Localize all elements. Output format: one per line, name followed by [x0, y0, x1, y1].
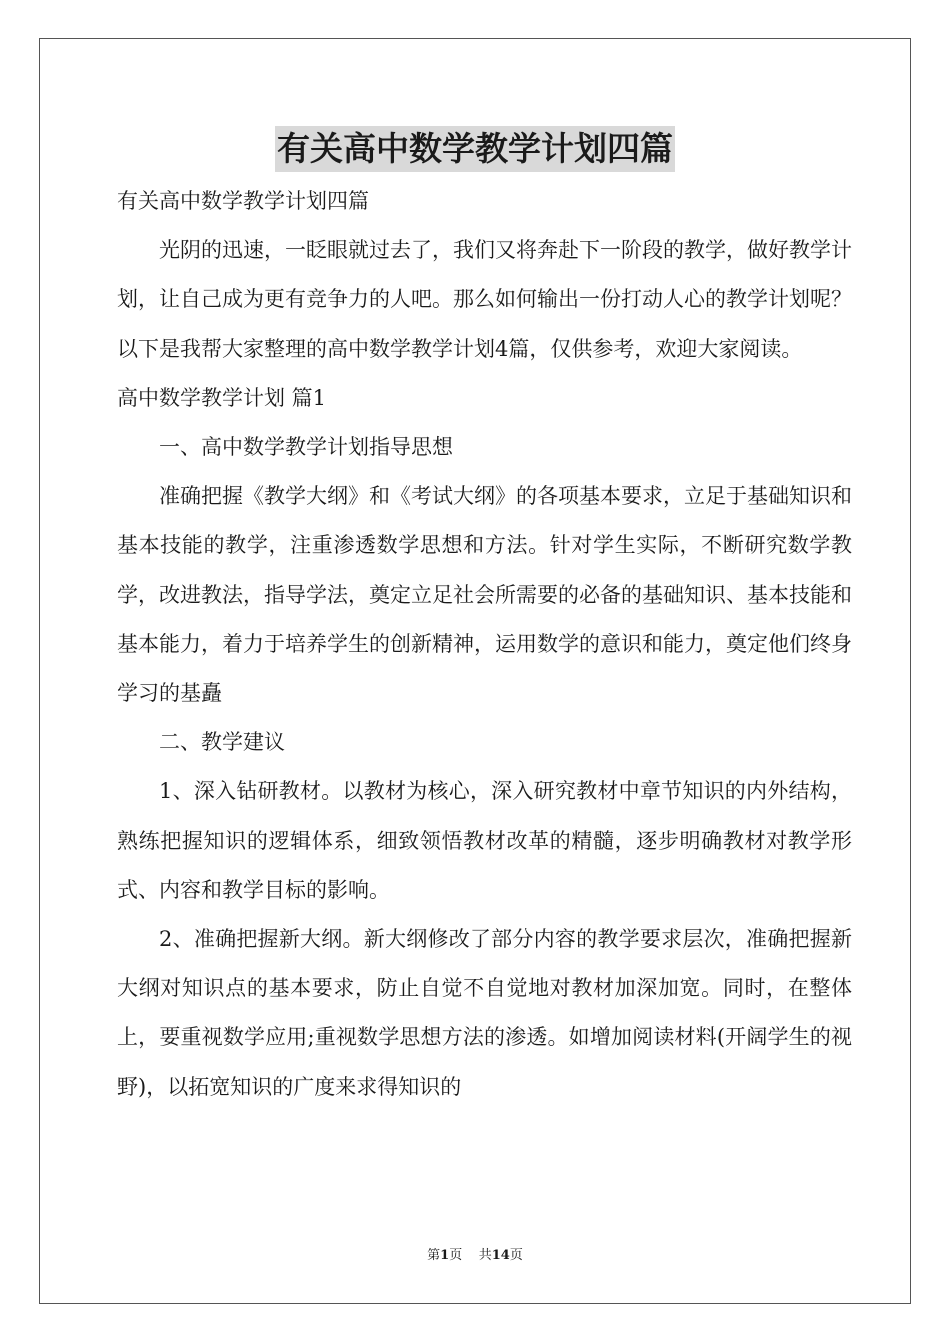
subheading-guiding-ideas: 一、高中数学教学计划指导思想 — [159, 435, 453, 460]
subheading-teaching-advice: 二、教学建议 — [159, 730, 285, 755]
document-body — [117, 177, 852, 1112]
intro-paragraph: 光阴的迅速，一眨眼就过去了，我们又将奔赴下一阶段的教学，做好教学计划，让自己成为更有竞争力的人吧。那么如何输出一份打动人心的教学计划呢？以下是我帮大家整理的高中数学教学计划4篇，仅供参考，欢迎大家阅读。 — [117, 238, 852, 361]
page-suffix: 页 — [449, 1248, 463, 1263]
page-prefix: 第 — [427, 1248, 441, 1263]
guiding-ideas-paragraph: 准确把握《教学大纲》和《考试大纲》的各项基本要求，立足于基础知识和基本技能的教学，注重渗透数学思想和方法。针对学生实际，不断研究数学教学，改进教法，指导学法，奠定立足社会所需要的必备的基础知识、基本技能和基本能力，着力于培养学生的创新精神，运用数学的意识和能力，奠定他们终身学习的基矗 — [117, 484, 852, 706]
page-footer — [0, 1247, 950, 1265]
page-total-number: 14 — [491, 1248, 510, 1263]
subtitle-paragraph: 有关高中数学教学计划四篇 — [117, 189, 369, 213]
advice-item-1: 1、深入钻研教材。以教材为核心，深入研究教材中章节知识的内外结构，熟练把握知识的逻辑体系，细致领悟教材改革的精髓，逐步明确教材对教学形式、内容和教学目标的影响。 — [117, 779, 852, 902]
total-suffix: 页 — [509, 1248, 523, 1263]
total-prefix: 共 — [478, 1248, 492, 1263]
document-title: 有关高中数学教学计划四篇 — [275, 126, 675, 172]
section-heading: 高中数学教学计划 篇1 — [117, 385, 327, 410]
advice-item-2: 2、准确把握新大纲。新大纲修改了部分内容的教学要求层次，准确把握新大纲对知识点的基本要求，防止自觉不自觉地对教材加深加宽。同时，在整体上，要重视数学应用;重视数学思想方法的渗透。如增加阅读材料(开阔学生的视野)，以拓宽知识的广度来求得知识的 — [117, 927, 852, 1099]
page-current-number: 1 — [440, 1248, 450, 1263]
title-area — [0, 126, 950, 172]
